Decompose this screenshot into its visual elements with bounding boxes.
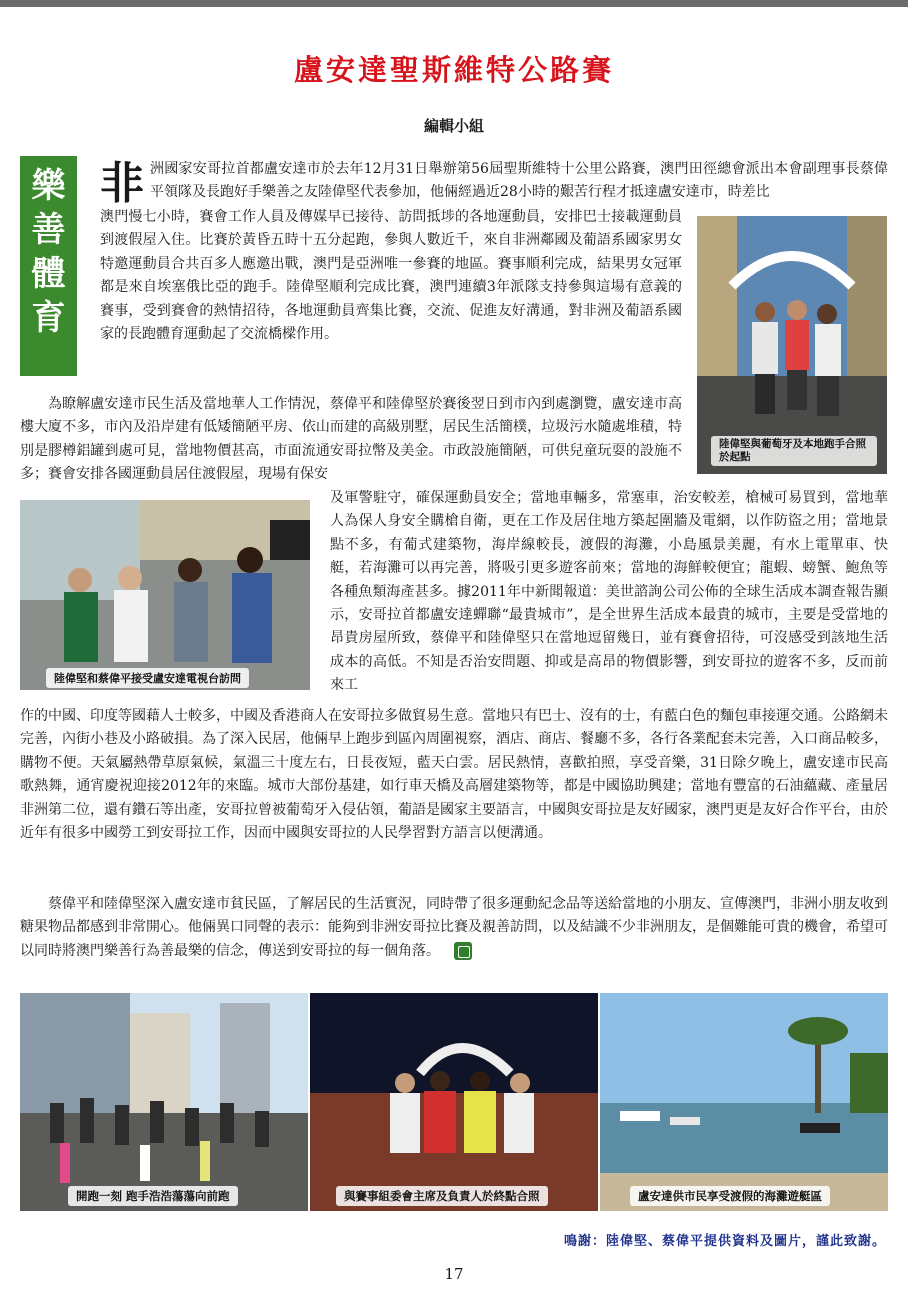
column-badge: [20, 156, 77, 376]
lohsin-logo-icon: [454, 942, 472, 960]
photo-committee-caption: 與賽事組委會主席及負責人於終點合照: [336, 1186, 548, 1206]
page-number: 17: [444, 1265, 464, 1283]
paragraph-1-text-a: 洲國家安哥拉首都盧安達市於去年12月31日舉辦第56屆聖斯維特十公里公路賽，澳門田徑總會派出本會副理事長蔡偉平領隊及長跑好手樂善之友陸偉堅代表參加，他倆經過近28小時的艱苦行程才抵達盧安達市，時差比: [150, 161, 888, 201]
photo-interview: [20, 500, 310, 690]
dropcap: 非: [100, 158, 144, 209]
paragraph-2-part-a: [20, 393, 682, 487]
photo-interview-caption: 陸偉堅和蔡偉平接受盧安達電視台訪問: [46, 668, 249, 688]
photo-beach-caption: 盧安達供市民享受渡假的海灘遊艇區: [630, 1186, 830, 1206]
byline: 編輯小組: [423, 117, 484, 135]
paragraph-2-text-c: 作的中國、印度等國藉人士較多，中國及香港商人在安哥拉多做貿易生意。當地只有巴士、沒有的士，有藍白色的麵包車接運交通。公路網未完善，內街小巷及小路破損。為了深入民居，他倆早上跑步到區內周圍視察，酒店、商店、餐廳不多，各行各業配套未完善，入口商品較多，購物不便。天氣屬熱帶草原氣候，氣溫三十度左右，日長夜短，藍天白雲。居民熱情，喜歡拍照，享受音樂，31日除夕晚上，盧安達市民高歌熱舞，通宵慶祝迎接2012年的來臨。城市大部份基建，如行車天橋及高層建築物等，都是中國協助興建；當地有豐富的石油蘊藏、產量居非洲第二位，還有鑽石等出產，安哥拉曾被葡萄牙入侵佔領，葡語是國家主要語言，中國與安哥拉是友好國家，澳門更是友好合作平台，由於近年有很多中國勞工到安哥拉工作，因而中國與安哥拉的人民學習對方語言以便溝通。: [20, 708, 888, 842]
paragraph-2-part-c: [20, 705, 888, 895]
paragraph-3-text: 蔡偉平和陸偉堅深入盧安達市貧民區，了解居民的生活實況，同時帶了很多運動紀念品等送給當地的小朋友、宣傳澳門，非洲小朋友收到糖果物品都感到非常開心。他倆異口同聲的表示：能夠到非洲安哥拉比賽及親善訪問，以及結識不少非洲朋友，是個難能可貴的機會，希望可以同時將澳門樂善行為善最樂的信念，傳送到安哥拉的每一個角落。: [20, 896, 888, 959]
paragraph-2-text-b: 及軍警駐守，確保運動員安全；當地車輛多，常塞車，治安較差，槍械可易買到，當地華人為保人身安全購槍自衛，更在工作及居住地方築起圍牆及電網，以作防盜之用；當地景點不多，有葡式建築物，海岸線較長，渡假的海灘，小島風景美麗，有水上電單車、快艇，若海灘可以再完善，將吸引更多遊客前來；當地的海鮮較便宜；龍蝦、螃蟹、鮑魚等各種魚類海產甚多。據2011年中新聞報道：美世諮詢公司公佈的全球生活成本調查報告顯示，安哥拉首都盧安達蟬聯“最貴城市”，是全世界生活成本最貴的城市，主要是受當地的昂貴房屋所致，蔡偉平和陸偉堅只在當地逗留幾日，並有賽會招待，可沒感受到該地生活成本的高低。不知是否治安問題、抑或是高昂的物價影響，到安哥拉的遊客不多，反而前來工: [330, 490, 888, 694]
photo-race-start-caption: 開跑一刻 跑手浩浩蕩蕩向前跑: [68, 1186, 238, 1206]
badge-char: 善: [31, 210, 66, 250]
paragraph-2-part-b: [330, 487, 888, 699]
paragraph-1-bottom: [100, 206, 682, 370]
paragraph-2-text-a: 為瞭解盧安達市民生活及當地華人工作情況，蔡偉平和陸偉堅於賽後翌日到市內到處瀏覽，盧安達市高樓大廈不多，市內及沿岸建有低矮簡陋平房、依山而建的高級別墅，居民生活簡樸，垃圾污水隨處堆積，特別是膠樽鋁罐到處可見，當地物價甚高，市面流通安哥拉幣及美金。市政設施簡陋，可供兒童玩耍的設施不多；賽會安排各國運動員居住渡假屋，現場有保安: [20, 396, 682, 483]
top-border: [0, 0, 908, 7]
article-title: 盧安達聖斯維特公路賽: [293, 53, 614, 87]
photo-runners: [697, 216, 887, 474]
acknowledgement: 鳴謝：陸偉堅、蔡偉平提供資料及圖片，謹此致謝。: [563, 1234, 886, 1249]
photo-beach: [600, 993, 888, 1211]
badge-char: 樂: [31, 166, 66, 206]
badge-char: 育: [31, 298, 66, 338]
photo-runners-caption: 陸偉堅與葡萄牙及本地跑手合照於起點: [711, 436, 877, 466]
paragraph-1-text-b: 澳門慢七小時，賽會工作人員及傳媒早已接待、訪問抵埗的各地運動員，安排巴士接載運動員到渡假屋入住。比賽於黃昏五時十五分起跑，參與人數近千，來自非洲鄰國及葡語系國家男女特邀運動員合共百多人應邀出戰，澳門是亞洲唯一參賽的地區。賽事順利完成，結果男女冠軍都是來自埃塞俄比亞的跑手。陸偉堅順利完成比賽，澳門連續3年派隊支持參與這場有意義的賽事，受到賽會的熱情招待，各地運動員齊集比賽，交流、促進友好溝通，對非洲及葡語系國家的長跑體育運動起了交流橋樑作用。: [100, 209, 682, 343]
paragraph-3: [20, 893, 888, 963]
photo-committee: [310, 993, 598, 1211]
badge-char: 體: [31, 254, 66, 294]
photo-race-start: [20, 993, 308, 1211]
